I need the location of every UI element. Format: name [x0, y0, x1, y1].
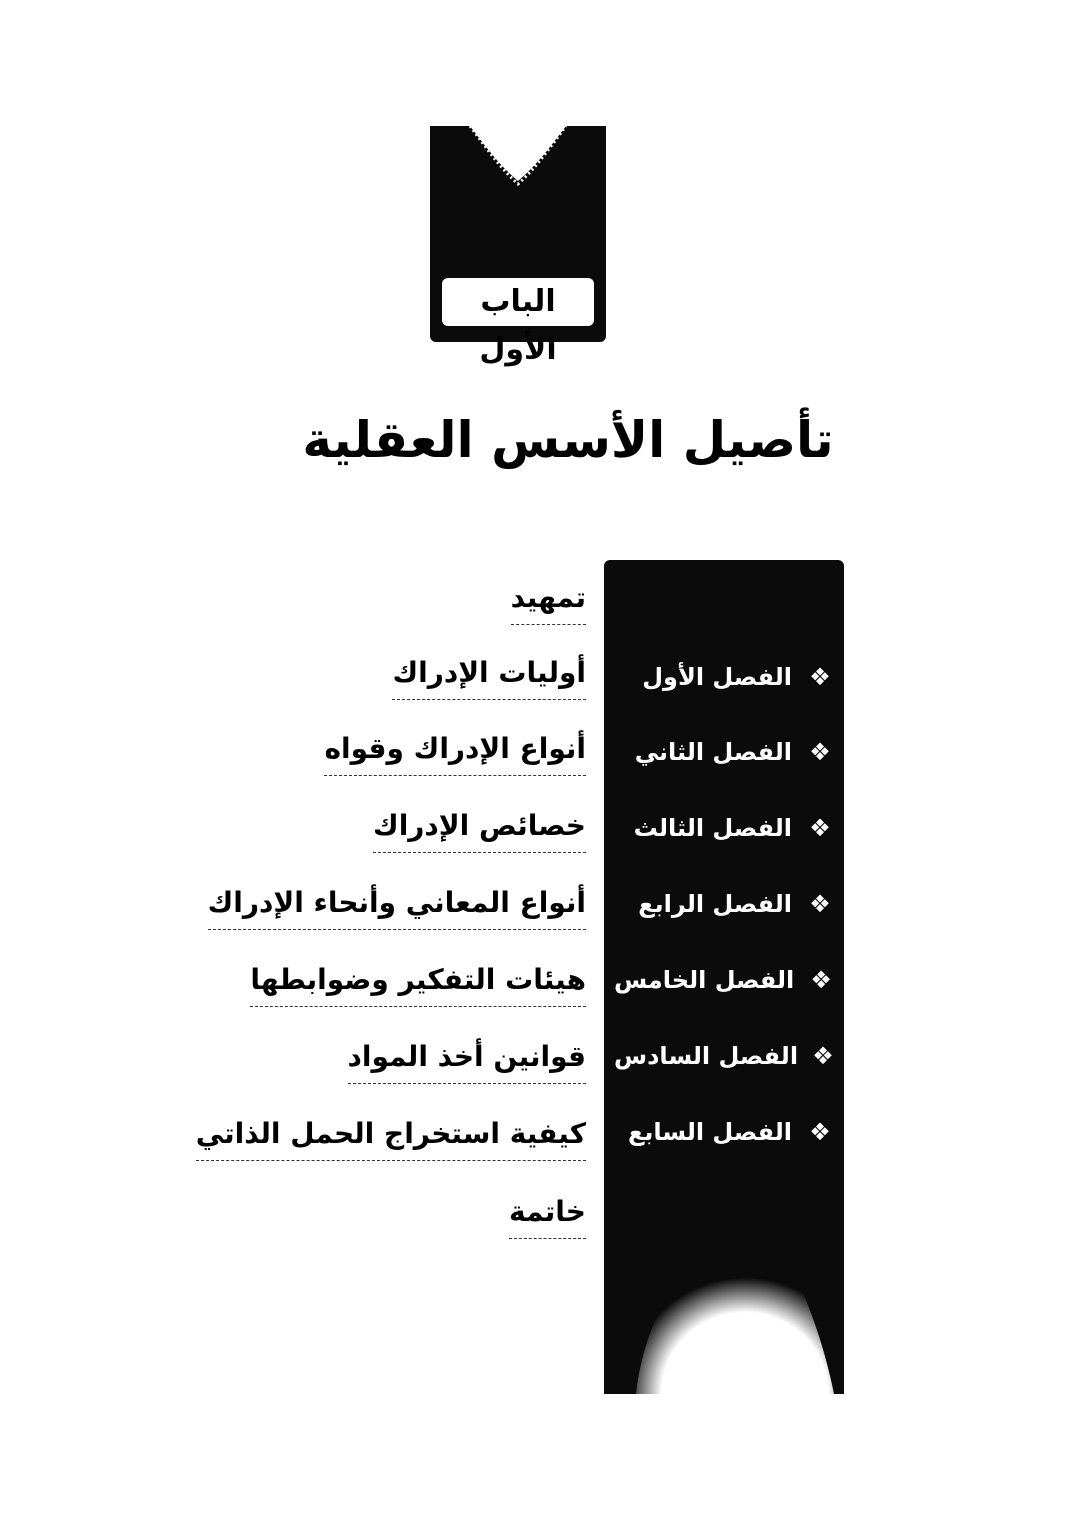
conclusion-topic[interactable]: [509, 1192, 586, 1239]
chapter-topic-3[interactable]: [373, 806, 586, 853]
topic-text: قوانين أخذ المواد: [347, 1040, 586, 1073]
chapter-label: الفصل الرابع: [638, 890, 792, 918]
chapter-label: الفصل السادس: [614, 1042, 799, 1070]
topic-text: أوليات الإدراك: [392, 656, 586, 689]
topic-text: تمهيد: [510, 581, 586, 614]
book-title: تأصيل الأسس العقلية: [302, 411, 834, 469]
dashed-divider: [250, 1006, 586, 1007]
chapter-topic-7[interactable]: [196, 1114, 586, 1161]
chapter-item-5[interactable]: [614, 956, 834, 1004]
dashed-divider: [373, 852, 586, 853]
diamond-bullet-icon: ❖: [809, 814, 831, 842]
chapter-label: الفصل السابع: [627, 1118, 792, 1146]
chapter-item-3[interactable]: [614, 804, 834, 852]
part-banner: [430, 126, 606, 367]
dashed-divider: [324, 775, 586, 776]
diamond-bullet-icon: ❖: [809, 1118, 831, 1146]
chapter-label: الفصل الخامس: [614, 966, 795, 994]
part-label: الباب الأول: [442, 278, 594, 326]
banner-notch-decoration: [430, 126, 606, 196]
dashed-divider: [511, 624, 586, 625]
chapter-topic-6[interactable]: [348, 1037, 586, 1084]
topic-text: أنواع المعاني وأنحاء الإدراك: [207, 886, 586, 919]
chapter-item-4[interactable]: [614, 880, 834, 928]
diamond-bullet-icon: ❖: [809, 738, 831, 766]
topic-text: كيفية استخراج الحمل الذاتي: [195, 1117, 586, 1150]
topic-text: خاتمة: [509, 1195, 586, 1228]
diamond-bullet-icon: ❖: [812, 1042, 834, 1070]
chapter-label: الفصل الأول: [642, 663, 792, 691]
dashed-divider: [208, 929, 586, 930]
chapter-topic-4[interactable]: [208, 883, 586, 930]
chapter-label: الفصل الثالث: [633, 814, 792, 842]
topic-text: خصائص الإدراك: [373, 809, 586, 842]
chapter-column: [604, 560, 844, 1394]
chapter-label: الفصل الثاني: [634, 738, 792, 766]
dashed-divider: [392, 699, 586, 700]
chapter-item-2[interactable]: [614, 728, 834, 776]
intro-topic[interactable]: [511, 578, 586, 625]
chapter-item-7[interactable]: [614, 1108, 834, 1156]
chapter-item-6[interactable]: [614, 1032, 834, 1080]
diamond-bullet-icon: ❖: [809, 663, 831, 691]
dashed-divider: [348, 1083, 586, 1084]
topic-text: هيئات التفكير وضوابطها: [250, 963, 586, 996]
diamond-bullet-icon: ❖: [809, 890, 831, 918]
diamond-bullet-icon: ❖: [810, 966, 832, 994]
dashed-divider: [509, 1238, 586, 1239]
topic-text: أنواع الإدراك وقواه: [324, 732, 586, 765]
chapter-item-1[interactable]: [614, 653, 834, 701]
chapter-topic-2[interactable]: [324, 729, 586, 776]
dashed-divider: [196, 1160, 586, 1161]
chapter-topic-1[interactable]: [392, 653, 586, 700]
chapter-topic-5[interactable]: [250, 960, 586, 1007]
